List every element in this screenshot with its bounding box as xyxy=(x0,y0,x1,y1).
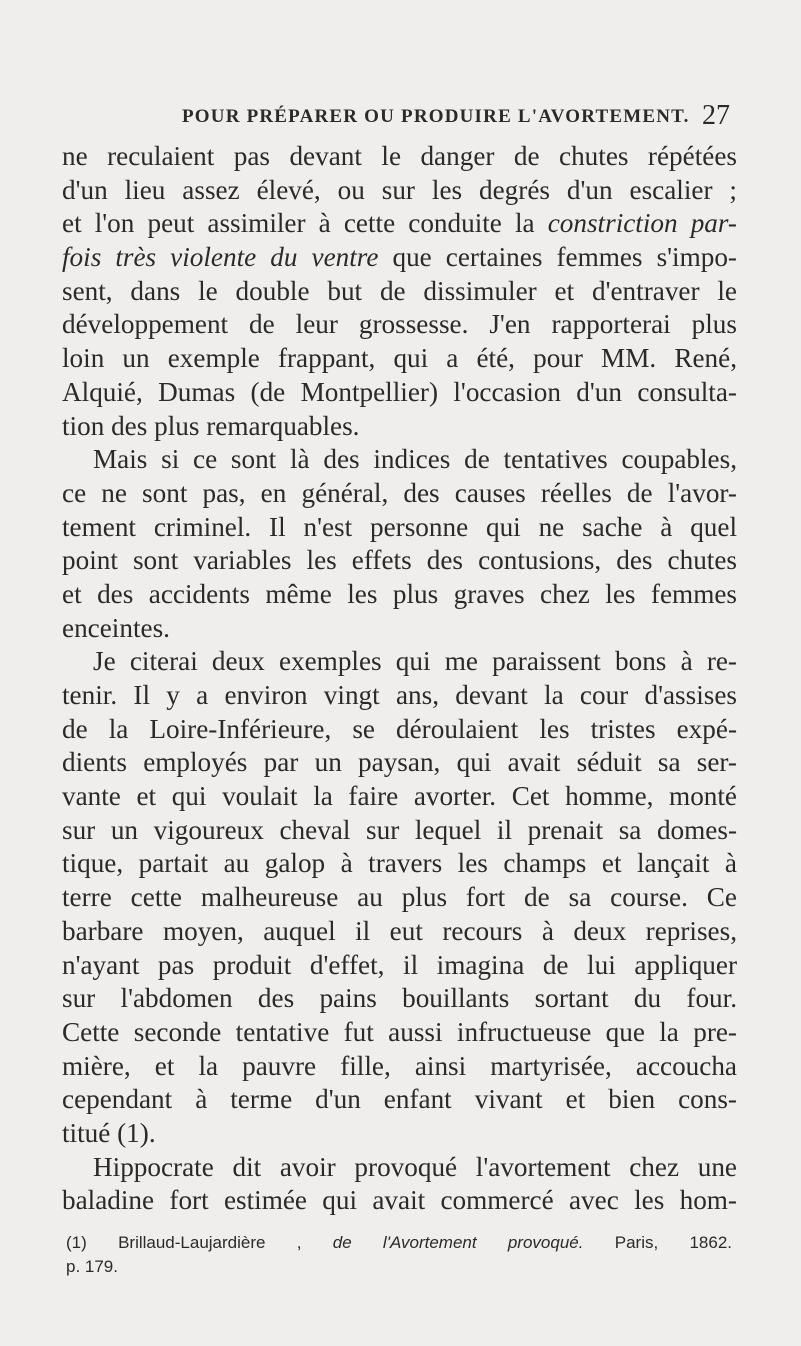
text-line: Alquié, Dumas (de Montpellier) l'occasion d'un consulta- xyxy=(62,376,737,407)
text-line: fois très violente du ventre que certaines femmes s'impo- xyxy=(62,242,737,273)
text-line: tique, partait au galop à travers les champs et lançait à xyxy=(62,848,737,879)
footnote xyxy=(66,1231,732,1279)
running-title: POUR PRÉPARER OU PRODUIRE L'AVORTEMENT. xyxy=(182,106,690,127)
text-line: et l'on peut assimiler à cette conduite la constriction par- xyxy=(62,208,737,239)
paragraph-end-line: titué (1). xyxy=(62,1117,156,1148)
text-line: terre cette malheureuse au plus fort de sa course. Ce xyxy=(62,882,737,913)
text-line: n'ayant pas produit d'effet, il imagina de lui appliquer xyxy=(62,949,737,980)
text-line: baladine fort estimée qui avait commercé avec les hom- xyxy=(62,1185,737,1216)
text-line: Cette seconde tentative fut aussi infructueuse que la pre- xyxy=(62,1016,737,1047)
text-line: cependant à terme d'un enfant vivant et bien cons- xyxy=(62,1084,737,1115)
text-line: tement criminel. Il n'est personne qui ne sache à quel xyxy=(62,511,737,542)
paragraph-start-line: Hippocrate dit avoir provoqué l'avortement chez une xyxy=(93,1151,737,1182)
text-line: mière, et la pauvre fille, ainsi martyrisée, accoucha xyxy=(62,1050,737,1081)
paragraph-end-line: tion des plus remarquables. xyxy=(62,410,360,441)
text-line: point sont variables les effets des contusions, des chutes xyxy=(62,545,737,576)
footnote-line: p. 179. xyxy=(66,1257,118,1276)
text-line: loin un exemple frappant, qui a été, pour MM. René, xyxy=(62,343,737,374)
text-line: ne reculaient pas devant le danger de chutes répétées xyxy=(62,141,737,171)
text-line: sent, dans le double but de dissimuler et d'entraver le xyxy=(62,275,737,306)
body-text xyxy=(62,140,737,1218)
footnote-line: (1) Brillaud-Laujardière , de l'Avortement provoqué. Paris, 1862. xyxy=(66,1233,733,1252)
footnote-marker: (1) xyxy=(66,1233,119,1252)
text-line: vante et qui voulait la faire avorter. Cet homme, monté xyxy=(62,781,737,812)
text-line: d'un lieu assez élevé, ou sur les degrés d'un escalier ; xyxy=(62,174,737,205)
paragraph-start-line: Je citerai deux exemples qui me paraissent bons à re- xyxy=(93,646,737,677)
text-line: ce ne sont pas, en général, des causes réelles de l'avor- xyxy=(62,477,737,508)
text-line: dients employés par un paysan, qui avait séduit sa ser- xyxy=(62,747,737,778)
text-line: barbare moyen, auquel il eut recours à deux reprises, xyxy=(62,915,737,946)
page-number: 27 xyxy=(702,100,730,131)
text-line: développement de leur grossesse. J'en rapporterai plus xyxy=(62,309,737,340)
page-header xyxy=(182,92,730,132)
text-line: sur l'abdomen des pains bouillants sortant du four. xyxy=(62,983,737,1014)
text-line: tenir. Il y a environ vingt ans, devant la cour d'assises xyxy=(62,680,737,710)
text-line: et des accidents même les plus graves chez les femmes xyxy=(62,578,737,609)
text-line: de la Loire-Inférieure, se déroulaient les tristes expé- xyxy=(62,713,737,744)
paragraph-end-line: enceintes. xyxy=(62,612,170,643)
text-line: sur un vigoureux cheval sur lequel il prenait sa domes- xyxy=(62,814,737,845)
paragraph-start-line: Mais si ce sont là des indices de tentatives coupables, xyxy=(93,444,737,475)
